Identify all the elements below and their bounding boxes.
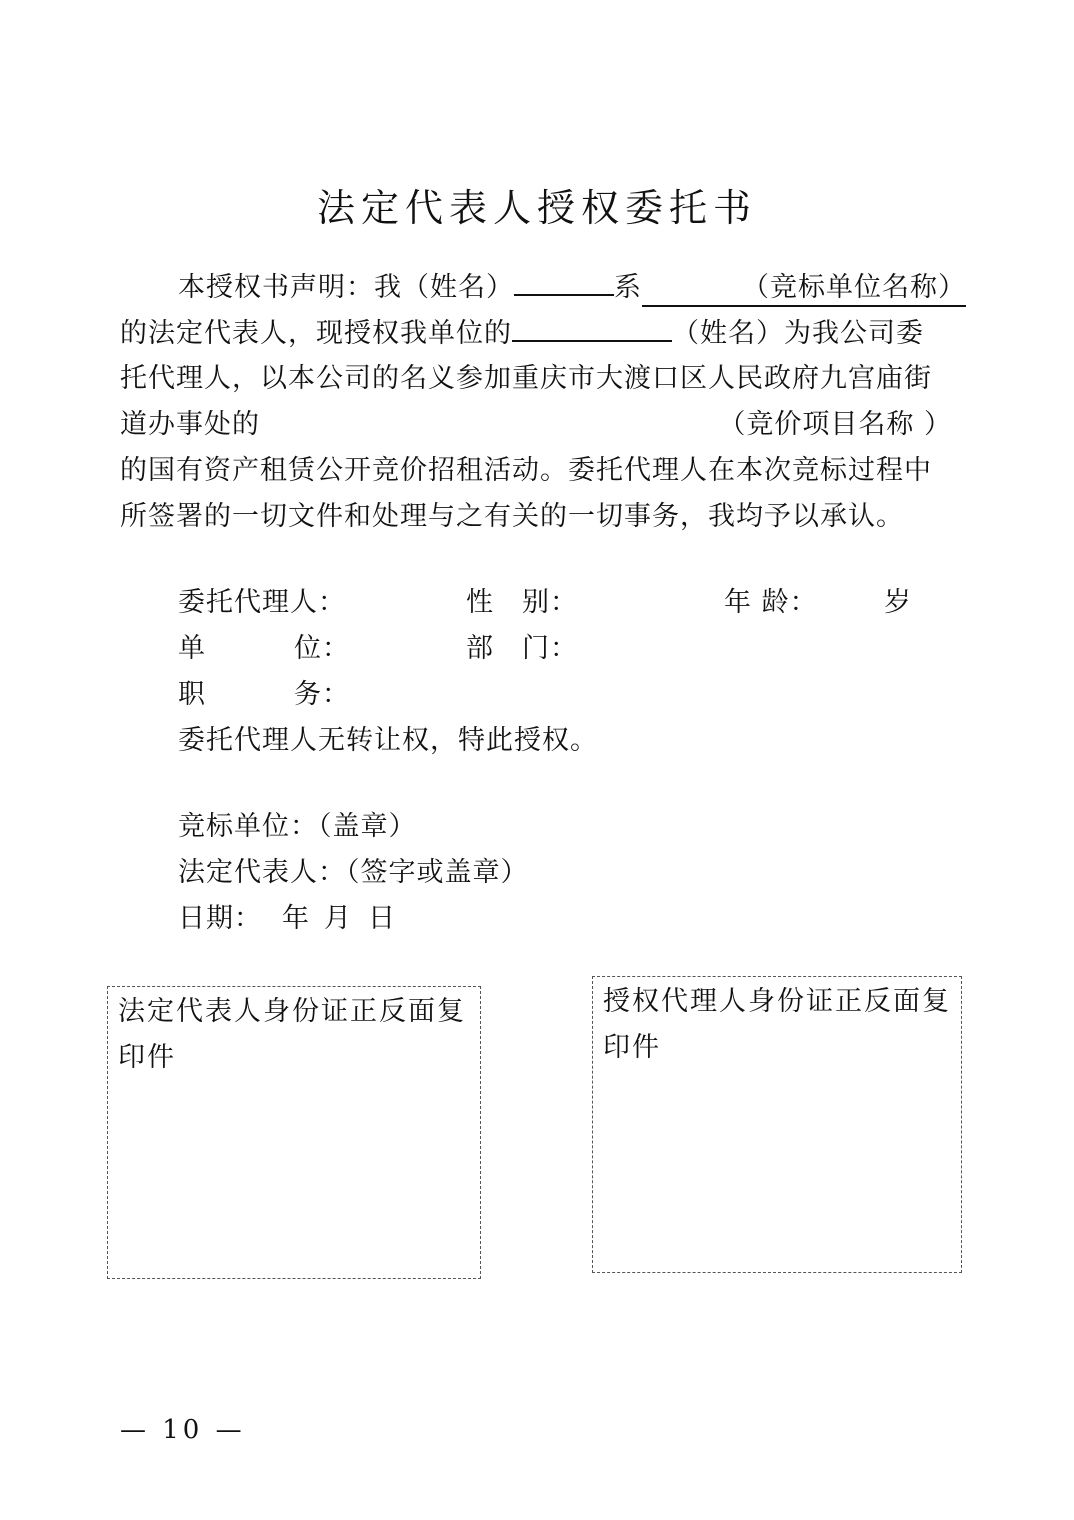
page-number: — 10 — — [120, 1415, 246, 1445]
agent-id-copy-box — [592, 976, 962, 1273]
declaration-line-2 — [120, 310, 960, 356]
unit-label-colon: 位： — [294, 633, 350, 664]
date-month: 月 — [324, 903, 352, 934]
declaration-line-4 — [120, 402, 960, 448]
no-transfer-statement: 委托代理人无转让权，特此授权。 — [178, 725, 598, 756]
office-text: 道办事处的 — [120, 409, 260, 440]
department-label: 部 门： — [466, 633, 578, 664]
agent-name-blank — [512, 310, 672, 342]
project-name-hint: （竞价项目名称 ） — [718, 409, 952, 440]
legal-rep-text: 的法定代表人，现授权我单位的 — [120, 318, 512, 349]
declaration-line-1 — [178, 264, 1018, 310]
declaration-line-6: 所签署的一切文件和处理与之有关的一切事务，我均予以承认。 — [120, 501, 904, 532]
bidder-seal-line: 竞标单位：（盖章） — [178, 811, 417, 842]
agent-label: 委托代理人： — [178, 587, 346, 618]
post-label-colon: 务： — [294, 679, 350, 710]
age-unit: 岁 — [884, 587, 912, 618]
document-title: 法定代表人授权委托书 — [316, 186, 757, 230]
legal-rep-sign-line: 法定代表人：（签字或盖章） — [178, 857, 529, 888]
declaration-line-3: 托代理人，以本公司的名义参加重庆市大渡口区人民政府九宫庙街 — [120, 363, 932, 394]
date-year: 年 — [282, 903, 310, 934]
declaration-intro: 本授权书声明：我（姓名） — [178, 272, 514, 303]
gender-label: 性 别： — [466, 587, 578, 618]
legal-rep-id-copy-label: 法定代表人身份证正反面复印件 — [118, 996, 466, 1073]
declaration-line-5: 的国有资产租赁公开竞价招租活动。委托代理人在本次竞标过程中 — [120, 455, 932, 486]
agent-id-copy-label: 授权代理人身份证正反面复印件 — [603, 986, 951, 1063]
legal-rep-id-copy-box — [107, 986, 481, 1279]
bidder-name-field: （竞标单位名称） — [642, 272, 966, 307]
declaration-of: 系 — [614, 272, 642, 303]
unit-label-char: 单 — [178, 633, 206, 664]
date-day: 日 — [368, 903, 396, 934]
post-label-char: 职 — [178, 679, 206, 710]
date-label: 日期： — [178, 903, 262, 934]
name-blank — [514, 264, 614, 296]
agent-name-hint: （姓名）为我公司委 — [672, 318, 924, 349]
age-label: 年 龄： — [724, 587, 818, 618]
